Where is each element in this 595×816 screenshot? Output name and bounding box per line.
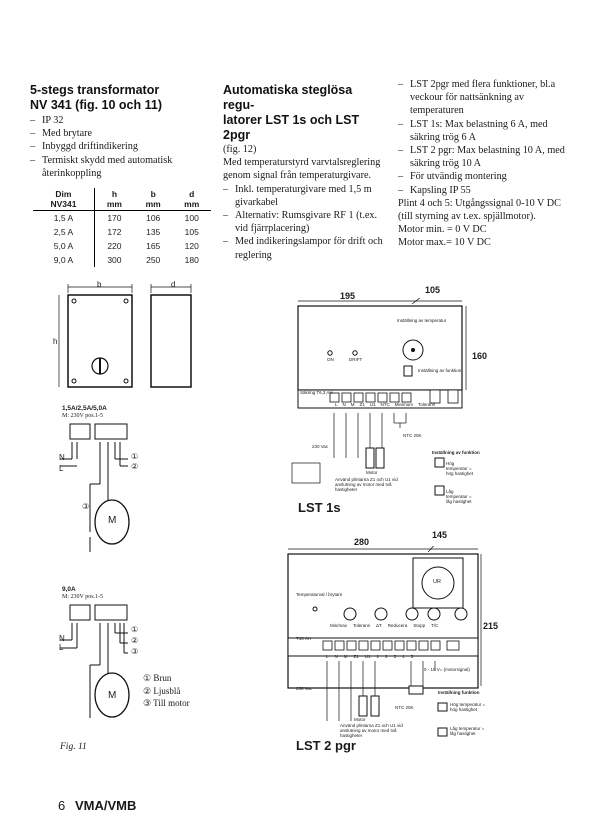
lst2pgr-knob-label: Temperaturval / brytare: [296, 592, 343, 597]
right-feature-list: [398, 78, 566, 197]
lst1s-motor: Motor: [366, 470, 378, 475]
motor-max-text: Motor max.= 10 V DC: [398, 237, 491, 249]
wiring2-marker-1: ①: [131, 625, 139, 634]
wiring2-title: 9,0A: [62, 586, 76, 593]
table-cell: 300: [107, 255, 122, 265]
list-item: – LST 2pgr med flera funktioner, bl.a veckour för nattsänkning av temperaturen: [398, 78, 566, 118]
wiring1-marker-3: ③: [82, 502, 90, 511]
table-header: b mm: [134, 188, 173, 211]
lst2pgr-terminals: L N M Z1 U1 1 2 3 4 5: [326, 654, 414, 659]
list-item: – Termiskt skydd med automatisk återinkoppling: [30, 154, 215, 180]
lst-fig-ref: (fig. 12): [223, 144, 257, 155]
nv341-section: [30, 83, 215, 180]
wiring1-motor: M: [108, 515, 117, 526]
table-row: [33, 211, 211, 226]
lst1s-terminals: L N M Z1 U1 NTC Minimum Tolerans: [335, 402, 436, 407]
table-header: Dim NV341: [33, 188, 94, 211]
lst1s-func-lo: Låg temperatur = låg hastighet: [446, 489, 472, 504]
table-header: d mm: [172, 188, 211, 211]
wiring1-diagram: [60, 422, 160, 557]
wiring1-title: 1,5A/2,5A/5,0A: [62, 405, 107, 412]
table-row: [33, 225, 211, 239]
table-cell: 5,0 A: [33, 239, 94, 253]
lst-section: [223, 83, 385, 262]
lst1s-ntc: NTC 20K: [403, 433, 422, 438]
lst1s-width: 195: [340, 291, 356, 301]
table-cell: 180: [184, 255, 199, 265]
right-section: [398, 78, 566, 250]
nv341-title-line1: 5-stegs transformator: [30, 83, 160, 97]
nv341-feature-list: [30, 114, 215, 180]
lst2pgr-ntc: NTC 20K: [395, 705, 414, 710]
table-cell: 135: [146, 227, 161, 237]
page-number: 6: [58, 798, 66, 813]
lst1s-supply: 230 Vac: [312, 444, 329, 449]
list-item: – LST 2 pgr: Max belastning 10 A, med säkring trög 10 A: [398, 144, 566, 170]
list-item: – Inbyggd driftindikering: [30, 140, 215, 153]
lst1s-notes: Använd plintarna Z1 och U1 vid anslutning av motor med två hastigheter: [335, 477, 398, 492]
transformer-drawing: [55, 283, 217, 398]
wiring2-motor: M: [108, 690, 117, 701]
table-row: [33, 239, 211, 253]
lst2pgr-width: 280: [354, 537, 370, 547]
lst1s-func-title: Inställning av funktion: [432, 450, 480, 455]
lst-title-line2: latorer LST 1s och LST 2pgr: [223, 113, 360, 142]
lst1s-height: 160: [472, 351, 488, 361]
list-item: – Med brytare: [30, 127, 215, 140]
table-header: h mm: [94, 188, 134, 211]
wiring1-marker-2: ②: [131, 462, 139, 471]
lst2pgr-depth: 145: [432, 530, 448, 540]
wiring2-n-label: N: [59, 634, 65, 643]
wiring2-subtitle: M: 230V pos.1-5: [62, 594, 104, 600]
wiring2-marker-3: ③: [131, 647, 139, 656]
lst2pgr-motor: Motor: [354, 717, 366, 722]
list-item: – Inkl. temperaturgivare med 1,5 m givarkabel: [223, 183, 385, 209]
motor-min-text: Motor min. = 0 V DC: [398, 224, 487, 236]
table-cell: 9,0 A: [33, 253, 94, 267]
legend-item: ③ Till motor: [143, 698, 190, 708]
table-cell: 2,5 A: [33, 225, 94, 239]
wiring1-l-label: L: [59, 464, 64, 473]
table-cell: 172: [107, 227, 122, 237]
dim-h-label: h: [53, 337, 58, 346]
lst1s-model: LST 1s: [298, 500, 341, 515]
lst2pgr-notes: Använd plintarna Z1 och U1 vid anslutning av motor med två hastigheter: [340, 723, 403, 738]
lst2pgr-supply: 230 Vac: [296, 686, 313, 691]
list-item: – Kapsling IP 55: [398, 184, 566, 197]
nv341-title-line2: NV 341 (fig. 10 och 11): [30, 98, 162, 112]
dimension-table: [33, 188, 211, 267]
wiring1-subtitle: M: 230V pos.1-5: [62, 413, 104, 419]
table-cell: 105: [184, 227, 199, 237]
lst1s-depth: 105: [425, 285, 441, 295]
legend-item: ② Ljusblå: [143, 685, 181, 696]
lst2pgr-ur: UR: [433, 579, 441, 585]
lst2pgr-height: 215: [483, 621, 499, 631]
table-cell: 100: [184, 213, 199, 223]
table-cell: 220: [107, 241, 122, 251]
dim-b-label: b: [97, 280, 102, 289]
lst2pgr-knob-row: Min/max Tolerans ΔT Reducera Stopp T/C: [330, 623, 439, 628]
wiring1-marker-1: ①: [131, 452, 139, 461]
dim-d-label: d: [171, 280, 176, 289]
lst-title-line1: Automatiska steglösa regu-: [223, 83, 353, 112]
list-item: – Alternativ: Rumsgivare RF 1 (t.ex. vid fjärrplacering): [223, 209, 385, 235]
lst1s-func-hi: Hög temperatur = hög hastighet: [446, 461, 474, 476]
fig11-legend: [143, 672, 190, 710]
list-item: – För utvändig montering: [398, 170, 566, 183]
lst2pgr-fuse: T10 AH: [296, 636, 312, 641]
table-cell: 120: [184, 241, 199, 251]
lst-intro: Med temperaturstyrd varvtalsreglering genom signal från temperaturgivare.: [223, 157, 381, 182]
footer-brand: VMA/VMB: [75, 798, 137, 813]
fig11-caption: Fig. 11: [60, 742, 87, 752]
lst2pgr-func-title: Inställning funktion: [438, 690, 480, 695]
list-item: – IP 32: [30, 114, 215, 127]
lst1s-on-label: ON: [327, 357, 334, 362]
wiring2-marker-2: ②: [131, 636, 139, 645]
wiring2-l-label: L: [59, 643, 64, 652]
lst2pgr-func-lo: Låg temperatur = låg hastighet: [450, 726, 485, 736]
list-item: – Med indikeringslampor för drift och reglering: [223, 235, 385, 261]
lst1s-drift-label: DRIFT: [349, 357, 363, 362]
wiring2-diagram: [60, 603, 160, 733]
legend-item: ① Brun: [143, 673, 172, 683]
table-cell: 1,5 A: [33, 211, 94, 226]
list-item: – LST 1s: Max belastning 6 A, med säkring trög 6 A: [398, 118, 566, 144]
lst1s-fuse-label: Säkring T6,3 AH: [300, 390, 333, 395]
lst-feature-list: [223, 183, 385, 262]
table-cell: 106: [146, 213, 161, 223]
lst1s-func-label: Inställning av funktion: [418, 368, 462, 373]
wiring1-n-label: N: [59, 453, 65, 462]
table-cell: 170: [107, 213, 122, 223]
lst2pgr-signal: 0 - 10 V= (motorsignal): [424, 667, 470, 672]
table-row: [33, 253, 211, 267]
lst1s-knob-label: Inställning av temperatur: [397, 318, 447, 323]
plint-text: Plint 4 och 5: Utgångssignal 0-10 V DC (till styrning av t.ex. spjällmotor).: [398, 197, 561, 223]
lst2pgr-model: LST 2 pgr: [296, 738, 356, 753]
lst2pgr-diagram: [283, 546, 483, 746]
lst2pgr-func-hi: Hög temperatur = hög hastighet: [450, 702, 486, 712]
table-cell: 250: [146, 255, 161, 265]
table-cell: 165: [146, 241, 161, 251]
